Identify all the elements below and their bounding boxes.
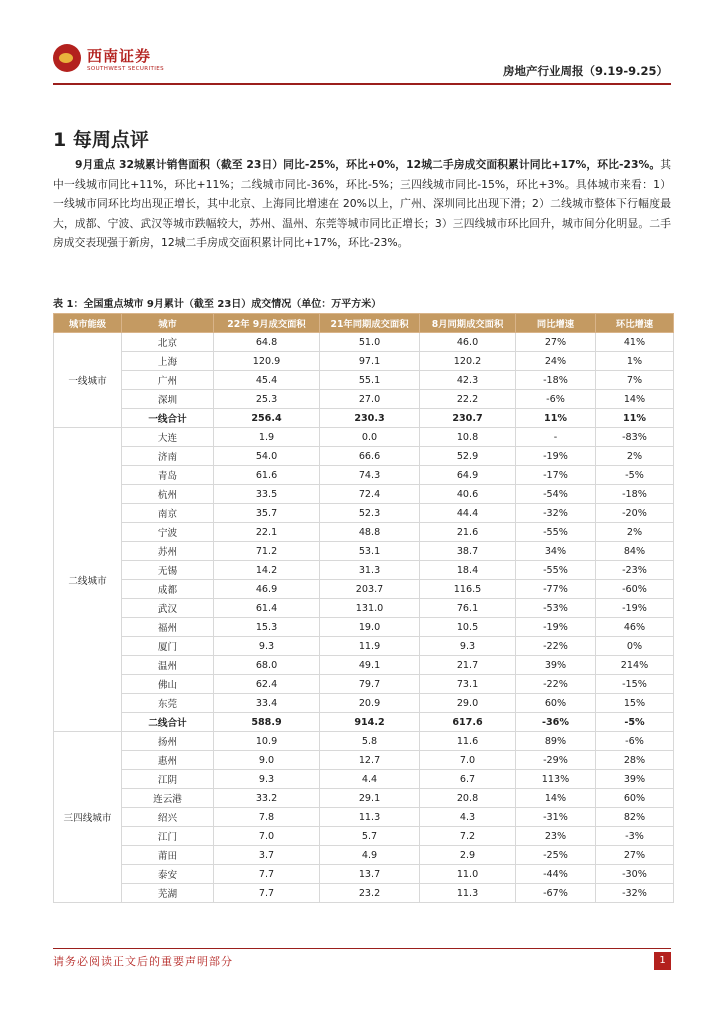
value-cell: -19% <box>516 447 596 466</box>
logo-english-name: SOUTHWEST SECURITIES <box>87 65 165 72</box>
value-cell: 3.7 <box>214 846 320 865</box>
value-cell: 20.8 <box>420 789 516 808</box>
value-cell: 7.0 <box>214 827 320 846</box>
section-title: 1 每周点评 <box>53 129 149 151</box>
table-caption: 表 1：全国重点城市 9月累计（截至 23日）成交情况（单位：万平方米） <box>53 299 382 310</box>
tier-total-row <box>54 713 674 732</box>
table-row <box>54 637 674 656</box>
table-row <box>54 884 674 903</box>
value-cell: 15% <box>596 694 674 713</box>
value-cell: 4.3 <box>420 808 516 827</box>
value-cell: -20% <box>596 504 674 523</box>
table-row <box>54 485 674 504</box>
city-name-cell: 宁波 <box>122 523 214 542</box>
value-cell: 49.1 <box>320 656 420 675</box>
table-row <box>54 580 674 599</box>
city-name-cell: 绍兴 <box>122 808 214 827</box>
value-cell: 89% <box>516 732 596 751</box>
value-cell: 34% <box>516 542 596 561</box>
city-name-cell: 江阴 <box>122 770 214 789</box>
table-header-cell: 城市能级 <box>54 314 122 333</box>
value-cell: 60% <box>596 789 674 808</box>
value-cell: 33.5 <box>214 485 320 504</box>
value-cell: 6.7 <box>420 770 516 789</box>
city-name-cell: 江门 <box>122 827 214 846</box>
table-row <box>54 770 674 789</box>
value-cell: 27% <box>516 333 596 352</box>
value-cell: 214% <box>596 656 674 675</box>
value-cell: 27.0 <box>320 390 420 409</box>
value-cell: 48.8 <box>320 523 420 542</box>
value-cell: 22.1 <box>214 523 320 542</box>
value-cell: 1.9 <box>214 428 320 447</box>
value-cell: 14% <box>516 789 596 808</box>
value-cell: 7.7 <box>214 865 320 884</box>
value-cell: -55% <box>516 561 596 580</box>
value-cell: 0.0 <box>320 428 420 447</box>
value-cell: 39% <box>596 770 674 789</box>
value-cell: 2% <box>596 447 674 466</box>
value-cell: 28% <box>596 751 674 770</box>
table-header-cell: 城市 <box>122 314 214 333</box>
value-cell: 11.9 <box>320 637 420 656</box>
value-cell: 2% <box>596 523 674 542</box>
table-row <box>54 827 674 846</box>
value-cell: 5.8 <box>320 732 420 751</box>
value-cell: 46.9 <box>214 580 320 599</box>
value-cell: -3% <box>596 827 674 846</box>
city-name-cell: 青岛 <box>122 466 214 485</box>
total-value-cell: 914.2 <box>320 713 420 732</box>
value-cell: 54.0 <box>214 447 320 466</box>
value-cell: 11.6 <box>420 732 516 751</box>
table-row <box>54 789 674 808</box>
table-row <box>54 542 674 561</box>
city-tier-label: 一线城市 <box>54 333 122 428</box>
city-name-cell: 深圳 <box>122 390 214 409</box>
value-cell: -55% <box>516 523 596 542</box>
value-cell: 4.4 <box>320 770 420 789</box>
value-cell: 10.9 <box>214 732 320 751</box>
value-cell: -31% <box>516 808 596 827</box>
value-cell: 27% <box>596 846 674 865</box>
city-name-cell: 苏州 <box>122 542 214 561</box>
value-cell: 23% <box>516 827 596 846</box>
value-cell: 120.2 <box>420 352 516 371</box>
city-name-cell: 芜湖 <box>122 884 214 903</box>
value-cell: 60% <box>516 694 596 713</box>
value-cell: 45.4 <box>214 371 320 390</box>
value-cell: -18% <box>516 371 596 390</box>
table-row <box>54 504 674 523</box>
value-cell: 84% <box>596 542 674 561</box>
table-header-cell: 8月同期成交面积 <box>420 314 516 333</box>
total-label-cell: 二线合计 <box>122 713 214 732</box>
value-cell: 61.6 <box>214 466 320 485</box>
value-cell: -6% <box>516 390 596 409</box>
value-cell: - <box>516 428 596 447</box>
city-name-cell: 无锡 <box>122 561 214 580</box>
total-value-cell: -5% <box>596 713 674 732</box>
value-cell: 10.8 <box>420 428 516 447</box>
value-cell: 21.6 <box>420 523 516 542</box>
table-row <box>54 333 674 352</box>
value-cell: -22% <box>516 637 596 656</box>
city-name-cell: 泰安 <box>122 865 214 884</box>
table-header-cell: 21年同期成交面积 <box>320 314 420 333</box>
city-name-cell: 连云港 <box>122 789 214 808</box>
value-cell: -22% <box>516 675 596 694</box>
total-value-cell: -36% <box>516 713 596 732</box>
value-cell: 21.7 <box>420 656 516 675</box>
value-cell: 0% <box>596 637 674 656</box>
value-cell: -77% <box>516 580 596 599</box>
value-cell: 7.8 <box>214 808 320 827</box>
value-cell: 9.0 <box>214 751 320 770</box>
value-cell: 38.7 <box>420 542 516 561</box>
value-cell: 31.3 <box>320 561 420 580</box>
summary-paragraph <box>53 155 671 253</box>
value-cell: 4.9 <box>320 846 420 865</box>
value-cell: 64.9 <box>420 466 516 485</box>
value-cell: 7.7 <box>214 884 320 903</box>
table-row <box>54 371 674 390</box>
value-cell: 11.0 <box>420 865 516 884</box>
value-cell: 97.1 <box>320 352 420 371</box>
value-cell: -23% <box>596 561 674 580</box>
value-cell: 66.6 <box>320 447 420 466</box>
table-row <box>54 694 674 713</box>
city-name-cell: 杭州 <box>122 485 214 504</box>
value-cell: 62.4 <box>214 675 320 694</box>
total-value-cell: 256.4 <box>214 409 320 428</box>
total-value-cell: 230.3 <box>320 409 420 428</box>
value-cell: -53% <box>516 599 596 618</box>
value-cell: 1% <box>596 352 674 371</box>
value-cell: 41% <box>596 333 674 352</box>
value-cell: 116.5 <box>420 580 516 599</box>
city-name-cell: 东莞 <box>122 694 214 713</box>
value-cell: 33.4 <box>214 694 320 713</box>
value-cell: 64.8 <box>214 333 320 352</box>
value-cell: -67% <box>516 884 596 903</box>
value-cell: -29% <box>516 751 596 770</box>
value-cell: -83% <box>596 428 674 447</box>
value-cell: -30% <box>596 865 674 884</box>
footer-divider <box>53 948 671 949</box>
city-name-cell: 扬州 <box>122 732 214 751</box>
value-cell: 68.0 <box>214 656 320 675</box>
total-value-cell: 11% <box>596 409 674 428</box>
summary-bold-lead: 9月重点 32城累计销售面积（截至 23日）同比-25%，环比+0%，12城二手房成交面积累计同比+17%，环比-23%。 <box>75 158 661 171</box>
total-label-cell: 一线合计 <box>122 409 214 428</box>
table-row <box>54 466 674 485</box>
value-cell: 22.2 <box>420 390 516 409</box>
value-cell: 82% <box>596 808 674 827</box>
table-row <box>54 390 674 409</box>
value-cell: -44% <box>516 865 596 884</box>
value-cell: -18% <box>596 485 674 504</box>
value-cell: 12.7 <box>320 751 420 770</box>
value-cell: 44.4 <box>420 504 516 523</box>
company-logo <box>53 44 164 72</box>
value-cell: -17% <box>516 466 596 485</box>
value-cell: 29.1 <box>320 789 420 808</box>
value-cell: 18.4 <box>420 561 516 580</box>
table-row <box>54 865 674 884</box>
total-value-cell: 230.7 <box>420 409 516 428</box>
table-header-row <box>54 314 674 333</box>
city-tier-label: 二线城市 <box>54 428 122 732</box>
value-cell: 9.3 <box>420 637 516 656</box>
city-tier-label: 三四线城市 <box>54 732 122 903</box>
value-cell: -54% <box>516 485 596 504</box>
value-cell: 113% <box>516 770 596 789</box>
value-cell: 19.0 <box>320 618 420 637</box>
value-cell: 15.3 <box>214 618 320 637</box>
value-cell: 73.1 <box>420 675 516 694</box>
logo-chinese-name: 西南证券 <box>87 46 152 65</box>
value-cell: 20.9 <box>320 694 420 713</box>
table-row <box>54 447 674 466</box>
footer-disclaimer: 请务必阅读正文后的重要声明部分 <box>53 955 233 968</box>
value-cell: 55.1 <box>320 371 420 390</box>
value-cell: 9.3 <box>214 770 320 789</box>
value-cell: 7.0 <box>420 751 516 770</box>
value-cell: 11.3 <box>420 884 516 903</box>
table-row <box>54 656 674 675</box>
value-cell: -6% <box>596 732 674 751</box>
value-cell: -25% <box>516 846 596 865</box>
total-value-cell: 617.6 <box>420 713 516 732</box>
value-cell: 7.2 <box>420 827 516 846</box>
city-name-cell: 福州 <box>122 618 214 637</box>
value-cell: 23.2 <box>320 884 420 903</box>
logo-emblem-icon <box>53 44 81 72</box>
table-header-cell: 同比增速 <box>516 314 596 333</box>
value-cell: 14.2 <box>214 561 320 580</box>
total-value-cell: 11% <box>516 409 596 428</box>
city-name-cell: 成都 <box>122 580 214 599</box>
value-cell: 61.4 <box>214 599 320 618</box>
value-cell: 39% <box>516 656 596 675</box>
value-cell: 5.7 <box>320 827 420 846</box>
report-header-title: 房地产行业周报（9.19-9.25） <box>502 64 668 78</box>
table-row <box>54 846 674 865</box>
value-cell: -19% <box>596 599 674 618</box>
table-row <box>54 561 674 580</box>
city-name-cell: 南京 <box>122 504 214 523</box>
city-name-cell: 上海 <box>122 352 214 371</box>
value-cell: 33.2 <box>214 789 320 808</box>
city-transactions-table <box>53 313 674 903</box>
table-row <box>54 808 674 827</box>
value-cell: -5% <box>596 466 674 485</box>
city-name-cell: 佛山 <box>122 675 214 694</box>
value-cell: 76.1 <box>420 599 516 618</box>
value-cell: 46% <box>596 618 674 637</box>
city-name-cell: 温州 <box>122 656 214 675</box>
value-cell: 71.2 <box>214 542 320 561</box>
table-header-cell: 环比增速 <box>596 314 674 333</box>
value-cell: 52.3 <box>320 504 420 523</box>
city-name-cell: 大连 <box>122 428 214 447</box>
value-cell: -19% <box>516 618 596 637</box>
city-name-cell: 惠州 <box>122 751 214 770</box>
value-cell: 74.3 <box>320 466 420 485</box>
city-name-cell: 厦门 <box>122 637 214 656</box>
value-cell: -15% <box>596 675 674 694</box>
total-value-cell: 588.9 <box>214 713 320 732</box>
value-cell: 11.3 <box>320 808 420 827</box>
value-cell: 7% <box>596 371 674 390</box>
city-name-cell: 武汉 <box>122 599 214 618</box>
table-row <box>54 675 674 694</box>
value-cell: 24% <box>516 352 596 371</box>
value-cell: 53.1 <box>320 542 420 561</box>
value-cell: 29.0 <box>420 694 516 713</box>
city-name-cell: 广州 <box>122 371 214 390</box>
value-cell: 131.0 <box>320 599 420 618</box>
table-row <box>54 618 674 637</box>
value-cell: -32% <box>596 884 674 903</box>
page-number: 1 <box>654 952 671 970</box>
value-cell: 120.9 <box>214 352 320 371</box>
value-cell: 25.3 <box>214 390 320 409</box>
value-cell: 2.9 <box>420 846 516 865</box>
value-cell: 13.7 <box>320 865 420 884</box>
value-cell: -32% <box>516 504 596 523</box>
table-row <box>54 751 674 770</box>
table-row <box>54 428 674 447</box>
value-cell: 79.7 <box>320 675 420 694</box>
table-header-cell: 22年 9月成交面积 <box>214 314 320 333</box>
summary-body: 其中一线城市同比+11%，环比+11%；二线城市同比-36%，环比-5%；三四线城市同比-15%，环比+3%。具体城市来看：1）一线城市同环比均出现正增长，其中北京、上海同比增速在 20%以上，广州、深圳同比出现下滑；2）二线城市整体下行幅度最大，成都、宁波、武汉等城市跌幅较大，苏州、温州、东莞等城市同比正增长；3）三四线城市环比回升，城市间分化明显。二手房成交表现强于新房，12城二手房成交面积累计同比+17%，环比-23%。 <box>53 158 671 249</box>
value-cell: 203.7 <box>320 580 420 599</box>
value-cell: 14% <box>596 390 674 409</box>
value-cell: 42.3 <box>420 371 516 390</box>
value-cell: 10.5 <box>420 618 516 637</box>
table-row <box>54 732 674 751</box>
city-name-cell: 北京 <box>122 333 214 352</box>
header-divider <box>53 83 671 85</box>
city-name-cell: 莆田 <box>122 846 214 865</box>
table-row <box>54 352 674 371</box>
value-cell: 40.6 <box>420 485 516 504</box>
value-cell: 51.0 <box>320 333 420 352</box>
table-row <box>54 523 674 542</box>
city-name-cell: 济南 <box>122 447 214 466</box>
value-cell: -60% <box>596 580 674 599</box>
table-row <box>54 599 674 618</box>
tier-total-row <box>54 409 674 428</box>
value-cell: 9.3 <box>214 637 320 656</box>
value-cell: 35.7 <box>214 504 320 523</box>
value-cell: 72.4 <box>320 485 420 504</box>
value-cell: 52.9 <box>420 447 516 466</box>
value-cell: 46.0 <box>420 333 516 352</box>
